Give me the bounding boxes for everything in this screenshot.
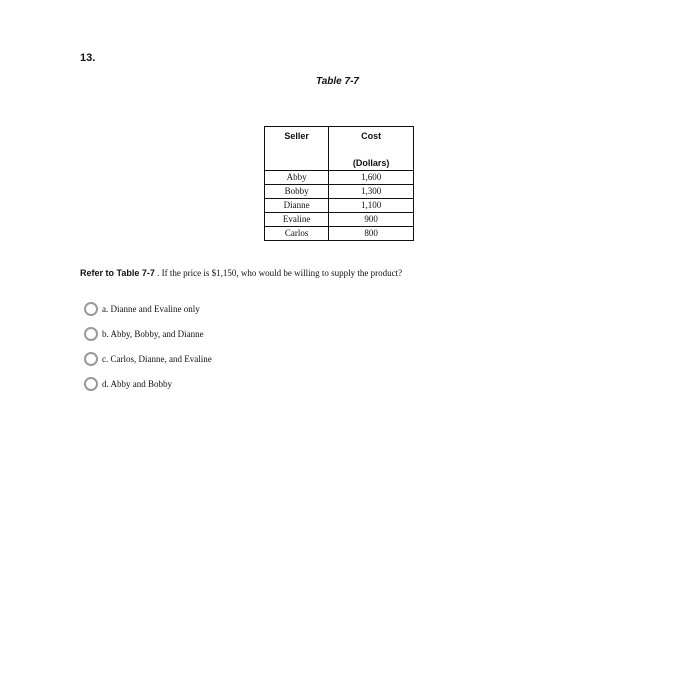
question-text (80, 268, 402, 278)
seller-cell: Bobby (265, 185, 329, 199)
option-label: c. Carlos, Dianne, and Evaline (102, 353, 212, 364)
answer-options (84, 296, 212, 396)
seller-column-header: Seller (265, 127, 329, 171)
table-title: Table 7-7 (316, 76, 359, 87)
option-d[interactable] (84, 371, 212, 396)
cost-header-label: Cost (361, 131, 382, 141)
radio-button[interactable] (84, 327, 98, 341)
table-row (265, 171, 414, 185)
cost-header-unit: (Dollars) (352, 158, 390, 168)
option-label: a. Dianne and Evaline only (102, 303, 200, 314)
table-row (265, 185, 414, 199)
radio-button[interactable] (84, 377, 98, 391)
radio-button[interactable] (84, 352, 98, 366)
seller-cell: Dianne (265, 199, 329, 213)
seller-cell: Abby (265, 171, 329, 185)
question-number: 13. (80, 52, 96, 64)
option-label: d. Abby and Bobby (102, 378, 173, 389)
option-c[interactable] (84, 346, 212, 371)
cost-cell: 1,100 (329, 199, 414, 213)
cost-cell: 900 (329, 213, 414, 227)
table-row (265, 199, 414, 213)
cost-cell: 1,300 (329, 185, 414, 199)
question-reference: Refer to Table 7-7 (80, 268, 155, 278)
option-a[interactable] (84, 296, 212, 321)
seller-cell: Evaline (265, 213, 329, 227)
table-header-row (265, 127, 414, 171)
option-label: b. Abby, Bobby, and Dianne (102, 328, 204, 339)
table-row (265, 213, 414, 227)
seller-cell: Carlos (265, 227, 329, 241)
cost-cell: 1,600 (329, 171, 414, 185)
cost-column-header (329, 127, 414, 171)
question-body: . If the price is $1,150, who would be willing to supply the product? (154, 268, 403, 278)
radio-button[interactable] (84, 302, 98, 316)
option-b[interactable] (84, 321, 212, 346)
cost-cell: 800 (329, 227, 414, 241)
cost-table (264, 126, 414, 241)
table-row (265, 227, 414, 241)
